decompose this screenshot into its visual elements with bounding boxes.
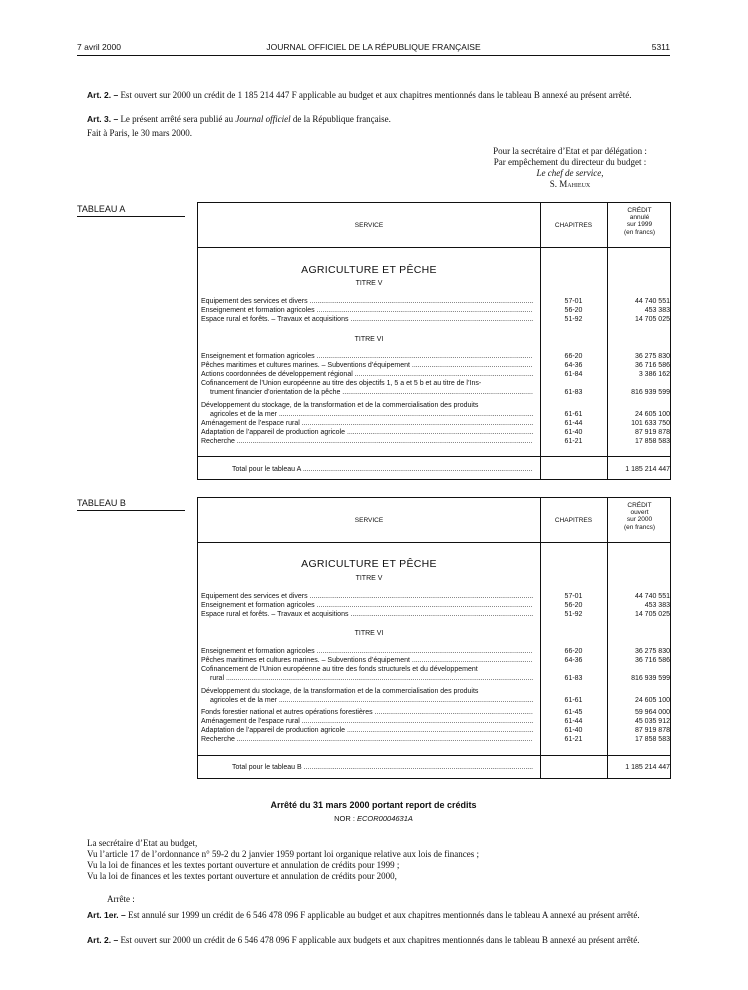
table-row: Enseignement et formation agricoles ..... 56-20 453 383 xyxy=(198,601,670,610)
table-row: Recherche ..... 61-21 17 858 583 xyxy=(198,437,670,446)
header-date: 7 avril 2000 xyxy=(77,42,121,52)
column-service: SERVICE xyxy=(354,222,384,229)
table-row: Cofinancement de l’Union européenne au titre des fonds structurels et du développement xyxy=(201,666,478,673)
table-row: Equipement des services et divers ..... 57-01 44 740 551 xyxy=(198,297,670,306)
titre-v-heading: TITRE V xyxy=(355,575,383,582)
titre-vi-heading: TITRE VI xyxy=(354,630,384,637)
nor-reference: NOR : ECOR0004631A xyxy=(334,814,413,823)
tableau-b-rule xyxy=(77,510,185,511)
intro-done: Fait à Paris, le 30 mars 2000. xyxy=(87,128,192,138)
table-row: Espace rural et forêts. – Travaux et acquisitions ..... 51-92 14 705 025 xyxy=(198,315,670,324)
arrete-art2: Art. 2. – Est ouvert sur 2000 un crédit de 6 546 478 096 F applicable aux budgets et aux chapitres mentionnés dans le tableau B annexé au présent arrêté. xyxy=(87,935,640,945)
table-row-continued: agricoles et de la mer ..... 61-61 24 605 100 xyxy=(198,410,670,419)
intro-art3: Art. 3. – Le présent arrêté sera publié au Journal officiel de la République française. xyxy=(87,114,391,124)
page-header xyxy=(77,40,670,54)
column-chapitres: CHAPITRES xyxy=(554,517,593,524)
table-row: Pêches maritimes et cultures marines. – Subventions d’équipement ..... 64-36 36 716 586 xyxy=(198,656,670,665)
table-row: Adaptation de l’appareil de production agricole ..... 61-40 87 919 878 xyxy=(198,428,670,437)
column-service: SERVICE xyxy=(354,517,384,524)
ministry-heading: AGRICULTURE ET PÊCHE xyxy=(301,558,437,570)
total-row: Total pour le tableau A ..... 1 185 214 447 xyxy=(198,465,670,474)
total-row: Total pour le tableau B ..... 1 185 214 447 xyxy=(198,763,670,772)
header-rule xyxy=(77,55,670,56)
table-header xyxy=(198,203,670,248)
ministry-heading: AGRICULTURE ET PÊCHE xyxy=(301,264,437,276)
arrete-art1: Art. 1er. – Est annulé sur 1999 un crédit de 6 546 478 096 F applicable au budget et aux chapitres mentionnés dans le tableau A annexé au présent arrêté. xyxy=(87,910,640,920)
table-row: Actions coordonnées de développement régional ..... 61-84 3 386 162 xyxy=(198,370,670,379)
table-row: Enseignement et formation agricoles ..... 66-20 36 275 830 xyxy=(198,647,670,656)
intro-art2: Art. 2. – Est ouvert sur 2000 un crédit de 1 185 214 447 F applicable au budget et aux chapitres mentionnés dans le tableau B annexé au présent arrêté. xyxy=(87,90,632,100)
table-row: Aménagement de l’espace rural ..... 61-44 101 633 750 xyxy=(198,419,670,428)
column-chapitres: CHAPITRES xyxy=(554,222,593,229)
header-page-number: 5311 xyxy=(651,42,670,52)
table-row: Développement du stockage, de la transformation et de la commercialisation des produits xyxy=(201,402,479,409)
arrete-arrete: Arrête : xyxy=(107,894,135,904)
tableau-b-label: TABLEAU B xyxy=(77,498,126,508)
table-row-continued: rural ..... 61-83 816 939 599 xyxy=(198,674,670,683)
tableau-a-rule xyxy=(77,216,185,217)
header-title: JOURNAL OFFICIEL DE LA RÉPUBLIQUE FRANÇAISE xyxy=(266,42,481,52)
titre-v-heading: TITRE V xyxy=(355,280,383,287)
table-row: Espace rural et forêts. – Travaux et acquisitions ..... 51-92 14 705 025 xyxy=(198,610,670,619)
table-row: Cofinancement de l’Union européenne au titre des objectifs 1, 5 a et 5 b et au titre de l’Ins- xyxy=(201,380,482,387)
table-row: Pêches maritimes et cultures marines. – Subventions d’équipement ..... 64-36 36 716 586 xyxy=(198,361,670,370)
table-row: Equipement des services et divers ..... 57-01 44 740 551 xyxy=(198,592,670,601)
table-row: Enseignement et formation agricoles ..... 66-20 36 275 830 xyxy=(198,352,670,361)
column-credit: CRÉDIT annulé sur 1999 (en francs) xyxy=(623,207,656,236)
titre-vi-heading: TITRE VI xyxy=(354,336,384,343)
table-row: Développement du stockage, de la transformation et de la commercialisation des produits xyxy=(201,688,479,695)
table-row-continued: trument financier d’orientation de la pêche ..... 61-83 816 939 599 xyxy=(198,388,670,397)
tableau-a xyxy=(197,202,671,480)
table-row: Fonds forestier national et autres opérations forestières ..... 61-45 59 964 000 xyxy=(198,708,670,717)
table-row: Enseignement et formation agricoles ..... 56-20 453 383 xyxy=(198,306,670,315)
tableau-b xyxy=(197,497,671,779)
table-row: Adaptation de l’appareil de production agricole ..... 61-40 87 919 878 xyxy=(198,726,670,735)
tableau-a-label: TABLEAU A xyxy=(77,204,126,214)
table-header xyxy=(198,498,670,543)
arrete-title: Arrêté du 31 mars 2000 portant report de crédits xyxy=(270,800,477,810)
table-row: Recherche ..... 61-21 17 858 583 xyxy=(198,735,670,744)
column-credit: CRÉDIT ouvert sur 2000 (en francs) xyxy=(623,502,656,531)
table-row-continued: agricoles et de la mer ..... 61-61 24 605 100 xyxy=(198,696,670,705)
arrete-visas: La secrétaire d’Etat au budget, Vu l’article 17 de l’ordonnance n° 59-2 du 2 janvier 1959 portant loi organique relative aux lois de finances ; Vu la loi de finances et les textes portant ouverture et annulation de crédits pour 1999 ; Vu la loi de finances et les textes portant ouverture et annulation de crédits pour 2000, xyxy=(87,838,480,881)
table-row: Aménagement de l’espace rural ..... 61-44 45 035 912 xyxy=(198,717,670,726)
signature-block: Pour la secrétaire d’Etat et par délégation : Par empêchement du directeur du budget : Le chef de service, S. Mahieux xyxy=(493,146,647,189)
